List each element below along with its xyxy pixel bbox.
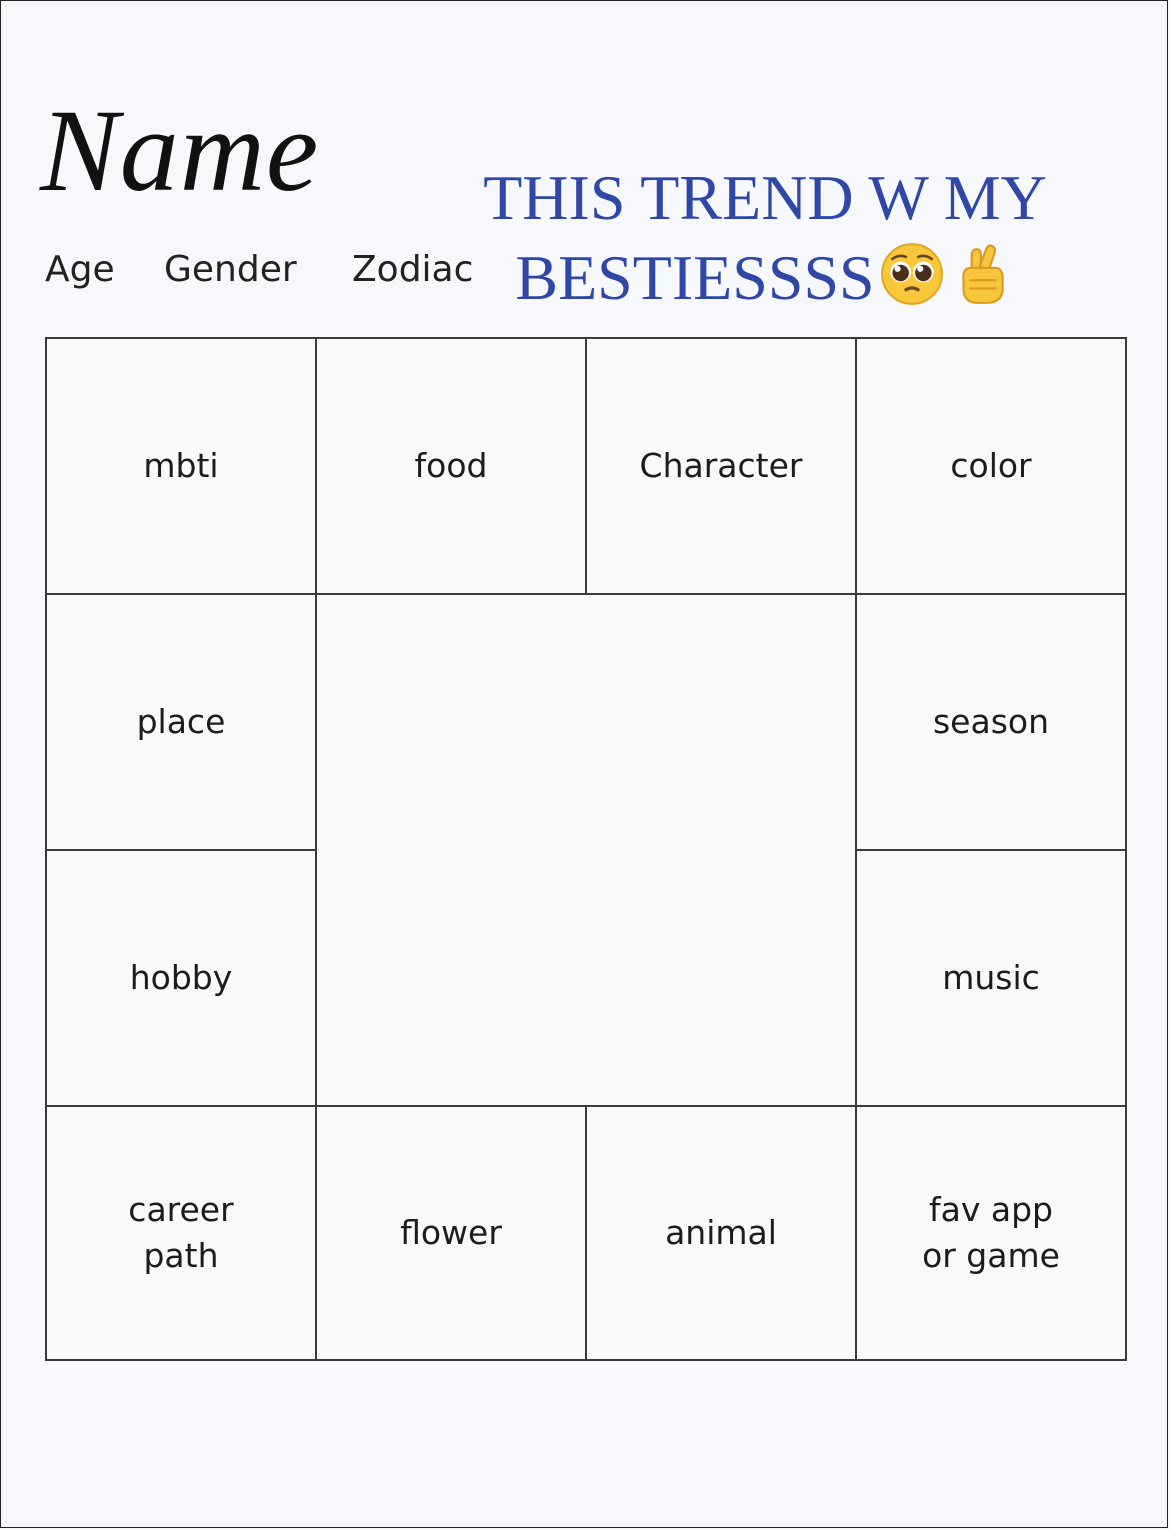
cell-career-path: career path (45, 1105, 317, 1361)
cell-mbti: mbti (45, 337, 317, 595)
cell-fav-app-or-game: fav app or game (855, 1105, 1127, 1361)
caption-line-2-text: BESTIESSSS (515, 242, 875, 313)
caption-line-1: THIS TREND W MY (483, 162, 1047, 233)
cell-color: color (855, 337, 1127, 595)
cell-food: food (315, 337, 587, 595)
pleading-face-icon (879, 241, 945, 307)
caption-text (440, 158, 1090, 318)
gender-label: Gender (164, 249, 297, 290)
center-photo-area (315, 593, 857, 1107)
cell-season: season (855, 593, 1127, 851)
age-label: Age (45, 249, 115, 290)
cell-hobby: hobby (45, 849, 317, 1107)
name-title: Name (40, 85, 320, 216)
cell-animal: animal (585, 1105, 857, 1361)
cell-place: place (45, 593, 317, 851)
cell-flower: flower (315, 1105, 587, 1361)
cell-character: Character (585, 337, 857, 595)
hand-with-index-finger-and-thumb-crossed-icon (949, 241, 1015, 307)
cell-music: music (855, 849, 1127, 1107)
zodiac-label: Zodiac (352, 249, 474, 290)
questionnaire-grid (45, 337, 1128, 1361)
caption-line-2 (440, 238, 1090, 318)
